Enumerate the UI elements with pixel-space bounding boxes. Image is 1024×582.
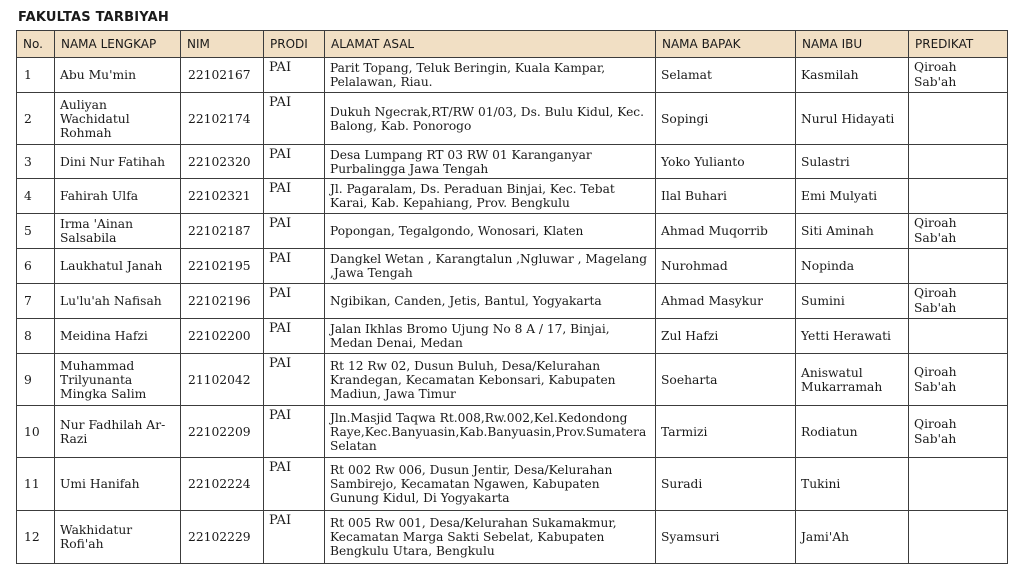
- table-row: [17, 145, 1008, 179]
- cell-ibu: Sulastri: [796, 145, 909, 179]
- cell-ibu: Siti Aminah: [796, 214, 909, 249]
- cell-nim: 22102187: [181, 214, 264, 249]
- cell-predikat: [909, 458, 1008, 511]
- cell-bapak: Soeharta: [656, 354, 796, 406]
- cell-prodi: PAI: [264, 319, 325, 354]
- table-row: [17, 214, 1008, 249]
- header-nama-bapak: NAMA BAPAK: [656, 31, 796, 58]
- cell-nama: Muhammad Trilyunanta Mingka Salim: [55, 354, 181, 406]
- cell-bapak: Ilal Buhari: [656, 179, 796, 214]
- cell-bapak: Tarmizi: [656, 406, 796, 458]
- cell-nama: Meidina Hafzi: [55, 319, 181, 354]
- cell-no: 11: [17, 458, 55, 511]
- cell-prodi: PAI: [264, 458, 325, 511]
- cell-nim: 22102174: [181, 93, 264, 145]
- cell-predikat: [909, 145, 1008, 179]
- cell-nama: Auliyan Wachidatul Rohmah: [55, 93, 181, 145]
- cell-predikat: [909, 511, 1008, 564]
- table-row: [17, 58, 1008, 93]
- cell-no: 10: [17, 406, 55, 458]
- header-nama-lengkap: NAMA LENGKAP: [55, 31, 181, 58]
- table-header-row: [17, 31, 1008, 58]
- cell-prodi: PAI: [264, 58, 325, 93]
- cell-bapak: Selamat: [656, 58, 796, 93]
- cell-ibu: Nurul Hidayati: [796, 93, 909, 145]
- header-predikat: PREDIKAT: [909, 31, 1008, 58]
- cell-ibu: Rodiatun: [796, 406, 909, 458]
- document-title: FAKULTAS TARBIYAH: [18, 10, 169, 25]
- cell-bapak: Ahmad Muqorrib: [656, 214, 796, 249]
- cell-alamat: Ngibikan, Canden, Jetis, Bantul, Yogyakarta: [325, 284, 656, 319]
- cell-no: 4: [17, 179, 55, 214]
- cell-nim: 22102321: [181, 179, 264, 214]
- cell-predikat: [909, 249, 1008, 284]
- cell-predikat: Qiroah Sab'ah: [909, 284, 1008, 319]
- cell-ibu: Tukini: [796, 458, 909, 511]
- table-row: [17, 319, 1008, 354]
- cell-prodi: PAI: [264, 179, 325, 214]
- cell-nim: 22102320: [181, 145, 264, 179]
- table-row: [17, 249, 1008, 284]
- cell-no: 12: [17, 511, 55, 564]
- table-row: [17, 458, 1008, 511]
- cell-prodi: PAI: [264, 249, 325, 284]
- header-prodi: PRODI: [264, 31, 325, 58]
- cell-nama: Laukhatul Janah: [55, 249, 181, 284]
- cell-nama: Umi Hanifah: [55, 458, 181, 511]
- cell-bapak: Suradi: [656, 458, 796, 511]
- cell-nama: Nur Fadhilah Ar-Razi: [55, 406, 181, 458]
- cell-nama: Lu'lu'ah Nafisah: [55, 284, 181, 319]
- cell-prodi: PAI: [264, 145, 325, 179]
- cell-predikat: [909, 93, 1008, 145]
- cell-prodi: PAI: [264, 284, 325, 319]
- cell-ibu: Yetti Herawati: [796, 319, 909, 354]
- cell-no: 8: [17, 319, 55, 354]
- cell-nama: Wakhidatur Rofi'ah: [55, 511, 181, 564]
- cell-bapak: Nurohmad: [656, 249, 796, 284]
- table-row: [17, 93, 1008, 145]
- cell-alamat: Rt 005 Rw 001, Desa/Kelurahan Sukamakmur, Kecamatan Marga Sakti Sebelat, Kabupaten Bengkulu Utara, Bengkulu: [325, 511, 656, 564]
- header-nama-ibu: NAMA IBU: [796, 31, 909, 58]
- cell-predikat: Qiroah Sab'ah: [909, 354, 1008, 406]
- student-table: [16, 30, 1008, 564]
- table-row: [17, 284, 1008, 319]
- cell-no: 2: [17, 93, 55, 145]
- cell-no: 1: [17, 58, 55, 93]
- cell-no: 5: [17, 214, 55, 249]
- cell-bapak: Sopingi: [656, 93, 796, 145]
- table-row: [17, 406, 1008, 458]
- cell-no: 7: [17, 284, 55, 319]
- cell-nama: Abu Mu'min: [55, 58, 181, 93]
- cell-ibu: Kasmilah: [796, 58, 909, 93]
- cell-alamat: Dukuh Ngecrak,RT/RW 01/03, Ds. Bulu Kidul, Kec. Balong, Kab. Ponorogo: [325, 93, 656, 145]
- cell-nama: Dini Nur Fatihah: [55, 145, 181, 179]
- cell-ibu: Aniswatul Mukarramah: [796, 354, 909, 406]
- header-no: No.: [17, 31, 55, 58]
- cell-alamat: Jalan Ikhlas Bromo Ujung No 8 A / 17, Binjai, Medan Denai, Medan: [325, 319, 656, 354]
- cell-alamat: Dangkel Wetan , Karangtalun ,Ngluwar , Magelang ,Jawa Tengah: [325, 249, 656, 284]
- cell-no: 9: [17, 354, 55, 406]
- cell-nim: 22102224: [181, 458, 264, 511]
- table-row: [17, 179, 1008, 214]
- header-nim: NIM: [181, 31, 264, 58]
- cell-ibu: Nopinda: [796, 249, 909, 284]
- cell-nim: 22102209: [181, 406, 264, 458]
- cell-prodi: PAI: [264, 214, 325, 249]
- cell-alamat: Parit Topang, Teluk Beringin, Kuala Kampar, Pelalawan, Riau.: [325, 58, 656, 93]
- cell-nim: 22102229: [181, 511, 264, 564]
- cell-nim: 22102195: [181, 249, 264, 284]
- cell-bapak: Syamsuri: [656, 511, 796, 564]
- cell-alamat: Rt 12 Rw 02, Dusun Buluh, Desa/Kelurahan Krandegan, Kecamatan Kebonsari, Kabupaten Madiun, Jawa Timur: [325, 354, 656, 406]
- cell-nim: 21102042: [181, 354, 264, 406]
- cell-alamat: Jl. Pagaralam, Ds. Peraduan Binjai, Kec. Tebat Karai, Kab. Kepahiang, Prov. Bengkulu: [325, 179, 656, 214]
- cell-nim: 22102167: [181, 58, 264, 93]
- table-row: [17, 511, 1008, 564]
- cell-ibu: Emi Mulyati: [796, 179, 909, 214]
- cell-nim: 22102200: [181, 319, 264, 354]
- cell-nama: Fahirah Ulfa: [55, 179, 181, 214]
- cell-prodi: PAI: [264, 406, 325, 458]
- cell-bapak: Yoko Yulianto: [656, 145, 796, 179]
- cell-prodi: PAI: [264, 93, 325, 145]
- header-alamat-asal: ALAMAT ASAL: [325, 31, 656, 58]
- cell-no: 3: [17, 145, 55, 179]
- cell-bapak: Ahmad Masykur: [656, 284, 796, 319]
- cell-ibu: Sumini: [796, 284, 909, 319]
- cell-alamat: Desa Lumpang RT 03 RW 01 Karanganyar Purbalingga Jawa Tengah: [325, 145, 656, 179]
- cell-nama: Irma 'Ainan Salsabila: [55, 214, 181, 249]
- table-row: [17, 354, 1008, 406]
- cell-prodi: PAI: [264, 354, 325, 406]
- cell-predikat: [909, 319, 1008, 354]
- cell-no: 6: [17, 249, 55, 284]
- cell-ibu: Jami'Ah: [796, 511, 909, 564]
- cell-predikat: Qiroah Sab'ah: [909, 58, 1008, 93]
- cell-alamat: Rt 002 Rw 006, Dusun Jentir, Desa/Kelurahan Sambirejo, Kecamatan Ngawen, Kabupaten Gunung Kidul, Di Yogyakarta: [325, 458, 656, 511]
- cell-bapak: Zul Hafzi: [656, 319, 796, 354]
- cell-prodi: PAI: [264, 511, 325, 564]
- cell-nim: 22102196: [181, 284, 264, 319]
- cell-predikat: Qiroah Sab'ah: [909, 406, 1008, 458]
- cell-alamat: Popongan, Tegalgondo, Wonosari, Klaten: [325, 214, 656, 249]
- cell-alamat: Jln.Masjid Taqwa Rt.008,Rw.002,Kel.Kedondong Raye,Kec.Banyuasin,Kab.Banyuasin,Prov.Sumatera Selatan: [325, 406, 656, 458]
- cell-predikat: Qiroah Sab'ah: [909, 214, 1008, 249]
- cell-predikat: [909, 179, 1008, 214]
